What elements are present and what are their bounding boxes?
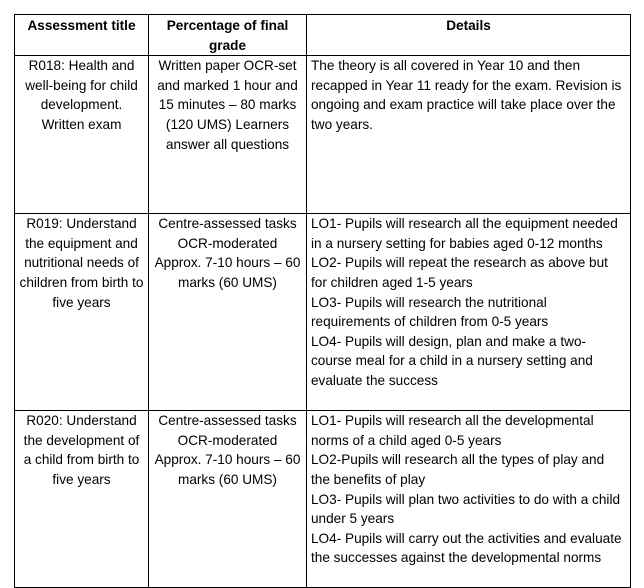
learning-outcome: LO2- Pupils will repeat the research as above but for children aged 1-5 years [311, 255, 608, 290]
learning-outcome: LO1- Pupils will research all the developmental norms of a child aged 0-5 years [311, 413, 594, 448]
assessment-title-cell: R018: Health and well-being for child development. Written exam [15, 56, 149, 214]
details-cell [307, 56, 631, 214]
learning-outcome: LO4- Pupils will carry out the activities and evaluate the successes against the developmental norms [311, 530, 622, 566]
details-cell [307, 214, 631, 411]
percentage-cell: Centre-assessed tasks OCR-moderated Approx. 7-10 hours – 60 marks (60 UMS) [149, 214, 307, 411]
details-cell [307, 411, 631, 588]
percentage-cell: Centre-assessed tasks OCR-moderated Approx. 7-10 hours – 60 marks (60 UMS) [149, 411, 307, 588]
learning-outcome: LO1- Pupils will research all the equipment needed in a nursery setting for babies aged 0-12 months [311, 216, 618, 251]
assessment-title-cell: R019: Understand the equipment and nutritional needs of children from birth to five years [15, 214, 149, 411]
table-row [15, 214, 631, 411]
learning-outcome: LO3- Pupils will research the nutritional requirements of children from 0-5 years [311, 294, 549, 330]
learning-outcome: LO2-Pupils will research all the types of play and the benefits of play [311, 452, 605, 487]
learning-outcome: LO3- Pupils will plan two activities to do with a child under 5 years [311, 491, 621, 527]
header-row [15, 15, 631, 56]
header-percentage: Percentage of final grade [149, 15, 307, 56]
learning-outcome: LO4- Pupils will design, plan and make a two-course meal for a child in a nursery setting and evaluate the success [311, 333, 593, 388]
table-row [15, 411, 631, 588]
percentage-cell: Written paper OCR-set and marked 1 hour and 15 minutes – 80 marks (120 UMS) Learners answer all questions [149, 56, 307, 214]
details-text: The theory is all covered in Year 10 and then recapped in Year 11 ready for the exam. Revision is ongoing and exam practice will take place over the two years. [311, 58, 622, 132]
assessment-table [14, 14, 631, 588]
assessment-title-cell: R020: Understand the development of a child from birth to five years [15, 411, 149, 588]
table-row [15, 56, 631, 214]
header-assessment-title: Assessment title [15, 15, 149, 56]
header-details: Details [307, 15, 631, 56]
